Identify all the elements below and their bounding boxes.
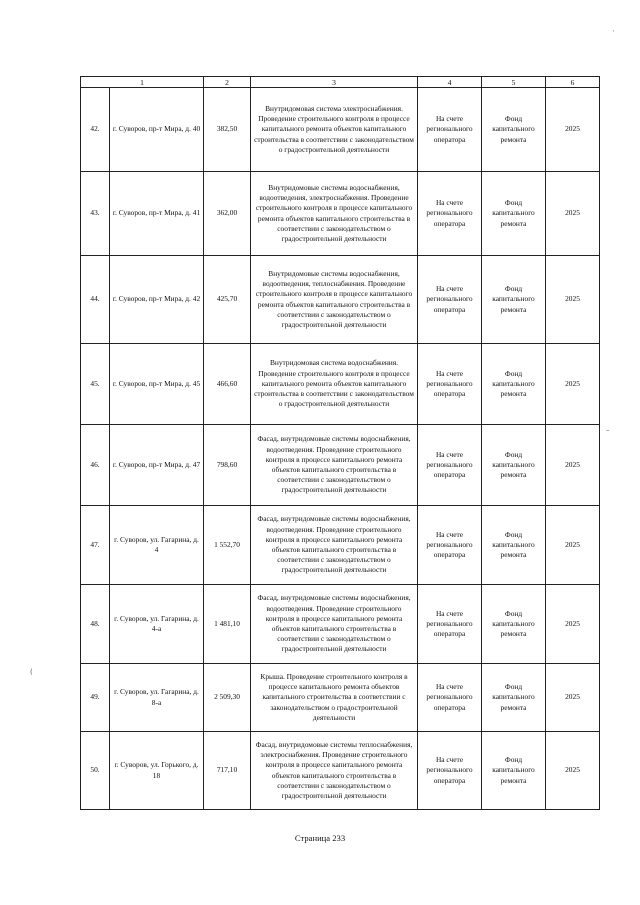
funding-source-cell: Фонд капитального ремонта (482, 172, 546, 256)
area-cell: 362,00 (204, 172, 251, 256)
account-type-cell: На счете регионального оператора (418, 344, 482, 425)
row-number: 45. (81, 344, 110, 425)
year-cell: 2025 (546, 425, 600, 506)
address-cell: г. Суворов, пр-т Мира, д. 45 (110, 344, 204, 425)
account-type-cell: На счете регионального оператора (418, 732, 482, 810)
address-cell: г. Суворов, пр-т Мира, д. 40 (110, 88, 204, 172)
col-header-3: 3 (251, 77, 418, 88)
row-number: 48. (81, 585, 110, 664)
account-type-cell: На счете регионального оператора (418, 172, 482, 256)
col-header-5: 5 (482, 77, 546, 88)
account-type-cell: На счете регионального оператора (418, 256, 482, 344)
col-header-1: 1 (81, 77, 204, 88)
account-type-cell: На счете регионального оператора (418, 664, 482, 732)
funding-source-cell: Фонд капитального ремонта (482, 344, 546, 425)
scan-speck: – (606, 426, 610, 434)
address-cell: г. Суворов, ул. Гагарина, д. 4 (110, 506, 204, 585)
area-cell: 466,60 (204, 344, 251, 425)
funding-source-cell: Фонд капитального ремонта (482, 664, 546, 732)
year-cell: 2025 (546, 664, 600, 732)
account-type-cell: На счете регионального оператора (418, 425, 482, 506)
year-cell: 2025 (546, 256, 600, 344)
row-number: 50. (81, 732, 110, 810)
row-number: 47. (81, 506, 110, 585)
row-number: 46. (81, 425, 110, 506)
table-row (81, 506, 600, 585)
area-cell: 717,10 (204, 732, 251, 810)
address-cell: г. Суворов, ул. Гагарина, д. 4-а (110, 585, 204, 664)
funding-source-cell: Фонд капитального ремонта (482, 732, 546, 810)
table-row (81, 585, 600, 664)
area-cell: 382,50 (204, 88, 251, 172)
year-cell: 2025 (546, 344, 600, 425)
work-description-cell: Внутридомовые системы водоснабжения, водоотведения, теплоснабжения. Проведение строительного контроля в процессе капитального ремонта объектов капитального строительства в соответствии с законодательством о градостроительной деятельности (251, 256, 418, 344)
area-cell: 1 481,10 (204, 585, 251, 664)
row-number: 42. (81, 88, 110, 172)
page-number: Страница 233 (294, 833, 346, 843)
work-description-cell: Внутридомовая система электроснабжения. Проведение строительного контроля в процессе капитального ремонта объектов капитального строительства в соответствии с законодательством о градостроительной деятельности (251, 88, 418, 172)
funding-source-cell: Фонд капитального ремонта (482, 425, 546, 506)
year-cell: 2025 (546, 732, 600, 810)
year-cell: 2025 (546, 172, 600, 256)
program-table (80, 76, 600, 810)
table-row (81, 664, 600, 732)
funding-source-cell: Фонд капитального ремонта (482, 585, 546, 664)
address-cell: г. Суворов, ул. Гагарина, д. 8-а (110, 664, 204, 732)
address-cell: г. Суворов, пр-т Мира, д. 47 (110, 425, 204, 506)
col-header-2: 2 (204, 77, 251, 88)
work-description-cell: Фасад, внутридомовые системы водоснабжения, водоотведения. Проведение строительного контроля в процессе капитального ремонта объектов капитального строительства в соответствии с законодательством о градостроительной деятельности (251, 425, 418, 506)
account-type-cell: На счете регионального оператора (418, 88, 482, 172)
year-cell: 2025 (546, 585, 600, 664)
funding-source-cell: Фонд капитального ремонта (482, 256, 546, 344)
work-description-cell: Фасад, внутридомовые системы водоснабжения, водоотведения. Проведение строительного контроля в процессе капитального ремонта объектов капитального строительства в соответствии с законодательством о градостроительной деятельности (251, 506, 418, 585)
year-cell: 2025 (546, 88, 600, 172)
row-number: 43. (81, 172, 110, 256)
table-row (81, 88, 600, 172)
address-cell: г. Суворов, ул. Горького, д. 18 (110, 732, 204, 810)
address-cell: г. Суворов, пр-т Мира, д. 42 (110, 256, 204, 344)
area-cell: 1 552,70 (204, 506, 251, 585)
table-row (81, 172, 600, 256)
address-cell: г. Суворов, пр-т Мира, д. 41 (110, 172, 204, 256)
table-row (81, 732, 600, 810)
work-description-cell: Внутридомовые системы водоснабжения, водоотведения, электроснабжения. Проведение строительного контроля в процессе капитального ремонта объектов капитального строительства в соответствии с законодательством о градостроительной деятельности (251, 172, 418, 256)
table-row (81, 425, 600, 506)
funding-source-cell: Фонд капитального ремонта (482, 506, 546, 585)
scan-speck: ˋ (612, 30, 616, 38)
account-type-cell: На счете регионального оператора (418, 506, 482, 585)
area-cell: 798,60 (204, 425, 251, 506)
row-number: 49. (81, 664, 110, 732)
area-cell: 425,70 (204, 256, 251, 344)
row-number: 44. (81, 256, 110, 344)
work-description-cell: Крыша. Проведение строительного контроля в процессе капитального ремонта объектов капитального строительства в соответствии с законодательством о градостроительной деятельности (251, 664, 418, 732)
funding-source-cell: Фонд капитального ремонта (482, 88, 546, 172)
table-row (81, 344, 600, 425)
col-header-6: 6 (546, 77, 600, 88)
column-number-row (81, 77, 600, 88)
work-description-cell: Фасад, внутридомовые системы теплоснабжения, электроснабжения. Проведение строительного контроля в процессе капитального ремонта объектов капитального строительства в соответствии с законодательством о градостроительной деятельности (251, 732, 418, 810)
work-description-cell: Внутридомовая система водоснабжения. Проведение строительного контроля в процессе капитального ремонта объектов капитального строительства в соответствии с законодательством о градостроительной деятельности (251, 344, 418, 425)
col-header-4: 4 (418, 77, 482, 88)
scan-speck: ( (30, 668, 33, 676)
year-cell: 2025 (546, 506, 600, 585)
work-description-cell: Фасад, внутридомовые системы водоснабжения, водоотведения. Проведение строительного контроля в процессе капитального ремонта объектов капитального строительства в соответствии с законодательством о градостроительной деятельности (251, 585, 418, 664)
area-cell: 2 509,30 (204, 664, 251, 732)
account-type-cell: На счете регионального оператора (418, 585, 482, 664)
table-row (81, 256, 600, 344)
